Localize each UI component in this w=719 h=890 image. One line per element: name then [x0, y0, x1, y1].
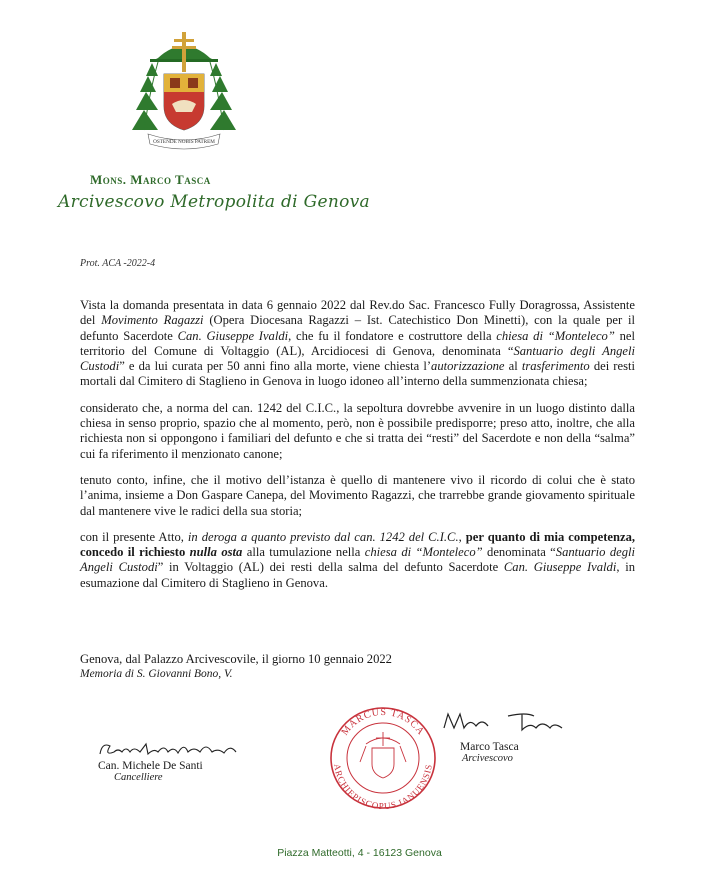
text-run: Santuario degli Angeli Custodi — [80, 343, 635, 374]
archbishop-seal — [318, 702, 448, 810]
protocol-number: Prot. ACA -2022-4 — [80, 258, 156, 269]
chancellor-handwritten-signature — [96, 738, 246, 760]
text-run: (Opera Diocesana Ragazzi – Ist. Catechistico Don Minetti), con la quale per il defunto Sacerdote — [80, 313, 635, 343]
motto-text: OSTENDE NOBIS PATREM — [153, 139, 215, 145]
text-run: con il presente Atto, — [80, 529, 188, 544]
text-run: in deroga a quanto previsto dal can. 1242 del C.I.C. — [187, 529, 459, 544]
paragraph-request — [80, 298, 635, 390]
svg-text:ARCHIEPISCOPUS IANUENSIS — [332, 763, 434, 810]
seal-top-text: MARCUS TASCA — [339, 706, 427, 738]
memoria-line: Memoria di S. Giovanni Bono, V. — [80, 668, 233, 680]
text-run: autorizzazione — [431, 359, 505, 374]
chancellor-role: Cancelliere — [114, 772, 163, 783]
paragraph-considered — [80, 401, 635, 462]
place-and-date-block — [80, 652, 392, 682]
text-run: ” e da lui curata per 50 anni fino alla morte, viene chiesta l’ — [119, 359, 432, 374]
chancellor-name: Can. Michele De Santi — [98, 760, 203, 772]
address-footer: Piazza Matteotti, 4 - 16123 Genova — [277, 847, 442, 859]
text-run: Can. Giuseppe Ivaldi — [503, 560, 617, 575]
text-run: al — [504, 359, 522, 374]
text-run: per quanto di mia competenza, concedo il richiesto — [80, 529, 636, 560]
seal-bottom-text: ARCHIEPISCOPUS IANUENSIS — [332, 763, 434, 810]
paragraph-grant — [80, 530, 635, 591]
text-run: Vista la domanda presentata in data 6 gennaio 2022 dal Rev.do Sac. Francesco Fully Doragrossa, Assistente del — [80, 298, 635, 328]
text-run: Movimento Ragazzi — [101, 313, 204, 328]
text-run: nel territorio del Comune di Voltaggio (AL), Arcidiocesi di Genova, denominata “ — [80, 328, 635, 358]
archbishop-title: Arcivescovo Metropolita di Genova — [58, 192, 370, 212]
text-run: nulla osta — [189, 545, 243, 560]
text-run: tenuto conto, infine, che il motivo dell’istanza è quello di mantenere vivo il ricordo di colui che è stato l’anima, insieme a Don Gaspare Canepa, del Movimento Ragazzi, che trarrebbe grande giovamento spirituale dal mantenere vive le radici della sua storia; — [80, 472, 635, 518]
text-run: , in esumazione dal Cimitero di Staglieno in Genova. — [80, 560, 635, 590]
text-run: chiesa di “Monteleco” — [496, 328, 615, 343]
archbishop-signature-block — [438, 708, 598, 764]
text-run: trasferimento — [521, 359, 590, 374]
text-run: alla tumulazione nella — [242, 545, 365, 560]
text-run: Can. Giuseppe Ivaldi — [177, 328, 289, 343]
text-run: , — [458, 529, 466, 544]
decree-body — [80, 298, 635, 602]
chancellor-signature-block — [96, 738, 256, 783]
archbishop-signer-role: Arcivescovo — [462, 753, 513, 764]
place-date: Genova, dal Palazzo Arcivescovile, il giorno 10 gennaio 2022 — [80, 652, 392, 666]
archbishop-name: Mons. Marco Tasca — [90, 172, 211, 187]
coat-of-arms — [128, 30, 240, 160]
text-run: ” in Voltaggio (AL) dei resti della salma del defunto Sacerdote — [157, 560, 504, 575]
text-run: , che fu il fondatore e costruttore della — [288, 328, 497, 343]
archbishop-handwritten-signature — [438, 708, 588, 736]
text-run: Santuario degli Angeli Custodi — [80, 545, 636, 575]
text-run: considerato che, a norma del can. 1242 del C.I.C., la sepoltura dovrebbe avvenire in un luogo distinto dalla chiesa in senso proprio, spazio che al momento, però, non è possibile predisporre; preso atto, inoltre, che alla richiesta non si oppongono i familiari del defunto e che si tratta dei “resti” del Sacerdote e non della “salma” cui fa riferimento il menzionato canone; — [80, 400, 635, 461]
text-run: denominata “ — [482, 545, 556, 560]
text-run: dei resti mortali dal Cimitero di Staglieno in Genova in luogo idoneo all’interno della summenzionata chiesa; — [80, 359, 635, 389]
archbishop-signer-name: Marco Tasca — [460, 741, 519, 753]
paragraph-taken-into-account — [80, 473, 635, 519]
text-run: chiesa di “Monteleco” — [364, 545, 483, 560]
